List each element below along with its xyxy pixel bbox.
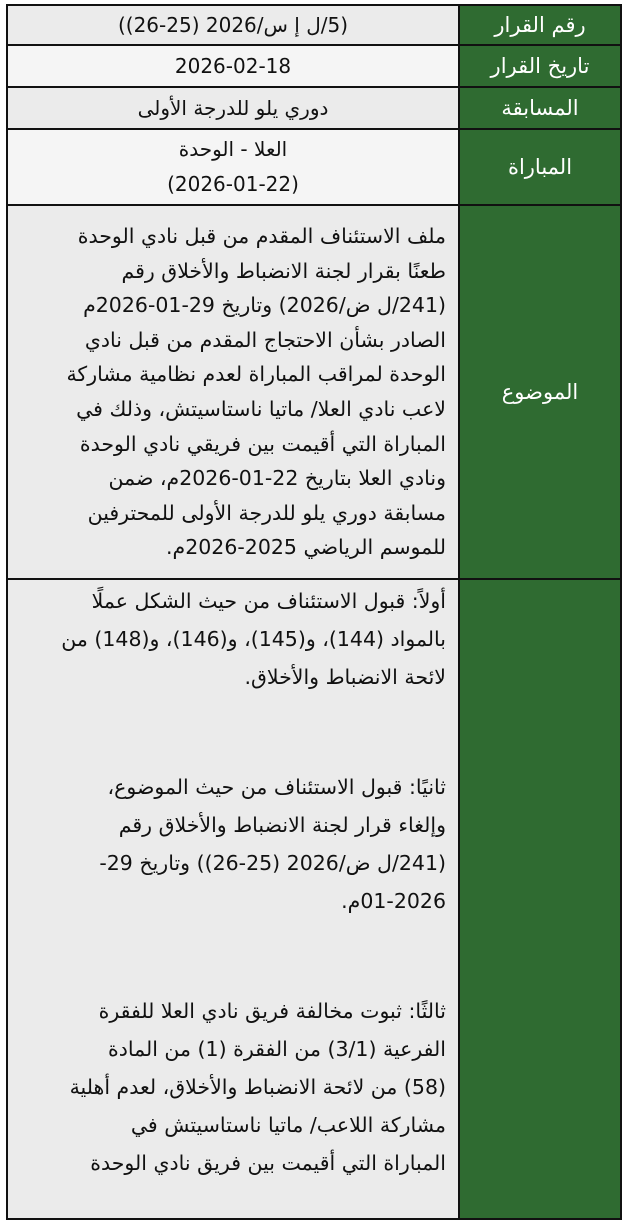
subject-line: ونادي العلا بتاريخ 22-01-2026م، ضمن <box>108 466 446 491</box>
value-match <box>7 129 459 205</box>
subject-line: الوحدة لمراقب المباراة لعدم نظامية مشاركة <box>66 362 446 387</box>
value-subject <box>7 205 459 579</box>
subject-line: المباراة التي أقيمت بين فريقي نادي الوحدة <box>79 431 446 456</box>
decision-second-line: وإلغاء قرار لجنة الانضباط والأخلاق رقم <box>118 813 446 837</box>
subject-line: مسابقة دوري يلو للدرجة الأولى للمحترفين <box>87 500 446 525</box>
label-competition: المسابقة <box>459 87 621 129</box>
label-match: المباراة <box>459 129 621 205</box>
row-decision-date <box>7 45 621 87</box>
subject-line: الصادر بشأن الاحتجاج المقدم من قبل نادي <box>84 327 446 352</box>
decision-third-line: مشاركة اللاعب/ ماتيا ناستاسيتش في <box>130 1113 446 1137</box>
decision-third-line: ثالثًا: ثبوت مخالفة فريق نادي العلا للفقرة <box>98 999 446 1023</box>
value-decision-date: 2026-02-18 <box>7 45 459 87</box>
label-decision-number: رقم القرار <box>459 5 621 45</box>
row-decision <box>7 579 621 1219</box>
decision-second-line: (241/ل ض/2026 (25-26)) وتاريخ 29- <box>99 851 446 875</box>
label-decision-date: تاريخ القرار <box>459 45 621 87</box>
decision-third-line: (58) من لائحة الانضباط والأخلاق، لعدم أهلية <box>69 1075 446 1099</box>
subject-line: ملف الاستئناف المقدم من قبل نادي الوحدة <box>77 224 446 249</box>
decision-second-line: ثانيًا: قبول الاستئناف من حيث الموضوع، <box>107 775 446 799</box>
row-decision-number <box>7 5 621 45</box>
subject-line: (241/ل ض/2026) وتاريخ 29-01-2026م <box>83 293 446 318</box>
decision-table <box>6 4 622 1220</box>
decision-first-line: بالمواد (144)، و(145)، و(146)، و(148) من <box>61 627 446 651</box>
value-decision <box>7 579 459 1219</box>
subject-line: طعنًا بقرار لجنة الانضباط والأخلاق رقم <box>121 258 446 283</box>
match-date: (2026-01-22) <box>167 172 299 196</box>
label-decision-empty <box>459 579 621 1219</box>
row-competition <box>7 87 621 129</box>
row-match <box>7 129 621 205</box>
paragraph-gap <box>16 696 446 768</box>
value-decision-number: (5/ل إ س/2026 (25-26)) <box>7 5 459 45</box>
match-teams: العلا - الوحدة <box>178 137 288 161</box>
decision-first-line: لائحة الانضباط والأخلاق. <box>244 665 446 689</box>
label-subject: الموضوع <box>459 205 621 579</box>
row-subject <box>7 205 621 579</box>
subject-line: للموسم الرياضي 2025-2026م. <box>166 535 446 560</box>
decision-first-line: أولاً: قبول الاستئناف من حيث الشكل عملًا <box>91 589 446 613</box>
subject-line: لاعب نادي العلا/ ماتيا ناستاسيتش، وذلك في <box>76 397 446 421</box>
decision-third-line: الفرعية (3/1) من الفقرة (1) من المادة <box>108 1037 446 1061</box>
value-competition: دوري يلو للدرجة الأولى <box>7 87 459 129</box>
decision-third-line: المباراة التي أقيمت بين فريق نادي الوحدة <box>90 1151 446 1175</box>
decision-second-line: 01-2026م. <box>341 889 446 913</box>
paragraph-gap <box>16 920 446 992</box>
